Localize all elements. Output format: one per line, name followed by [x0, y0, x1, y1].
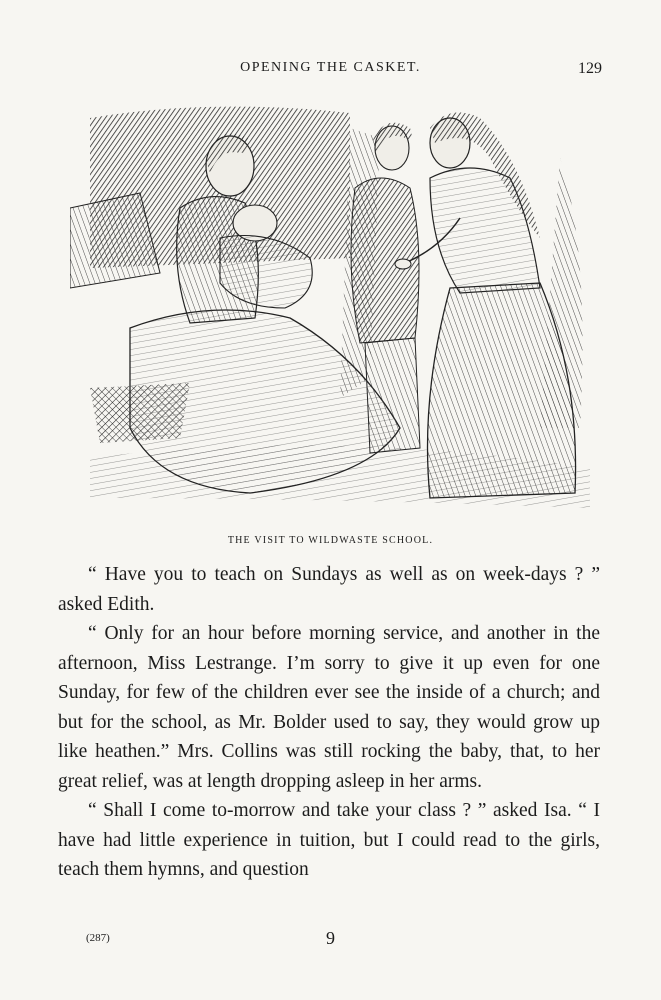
page-number: 129	[578, 60, 602, 77]
hand-with-letter	[395, 259, 411, 269]
paragraph: “ Shall I come to-morrow and take your class ? ” asked Isa. “ I have had little experience in tuition, but I could read to the girls, teach them hymns, and question	[58, 800, 600, 880]
right-girl-jacket	[430, 168, 540, 293]
page-footer	[0, 928, 661, 952]
illustration-caption: THE VISIT TO WILDWASTE SCHOOL.	[227, 535, 434, 546]
middle-girl-skirt	[365, 338, 420, 453]
engraving-illustration	[70, 98, 600, 523]
body-text	[58, 560, 600, 885]
gathering-number: 9	[326, 928, 335, 948]
running-head	[0, 60, 661, 84]
running-title: OPENING THE CASKET.	[240, 60, 421, 75]
paragraph: “ Only for an hour before morning service, and another in the afternoon, Miss Lestrange. I’m sorry to give it up even for one Sunday, for few of the children ever see the inside of a church; and but for the school, as Mr. Bolder used to say, they would grow up like heathen.” Mrs. Collins was still rocking the baby, that, to her great relief, was at length dropping asleep in her arms.	[58, 623, 600, 792]
signature-mark: (287)	[86, 932, 110, 944]
paragraph: “ Have you to teach on Sundays as well as on week-days ? ” asked Edith.	[58, 564, 600, 615]
